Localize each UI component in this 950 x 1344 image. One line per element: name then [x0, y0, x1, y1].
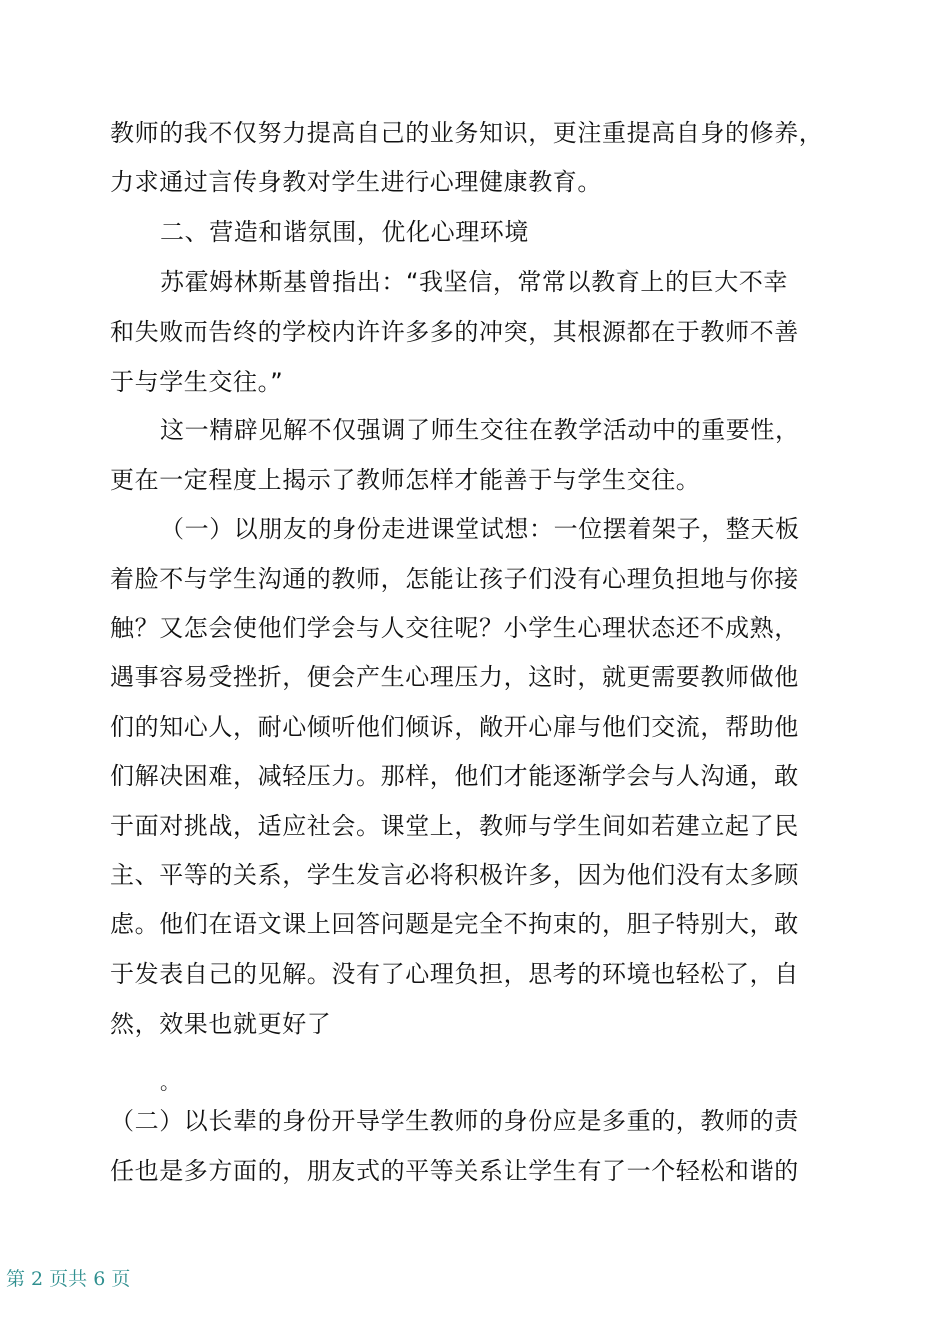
subsection-heading: （二）以长辈的身份开导学生教师的身份应是多重的，教师的责	[110, 1107, 799, 1135]
text-line: 苏霍姆林斯基曾指出：“我坚信，常常以教育上的巨大不幸	[160, 268, 789, 296]
text-line: 们的知心人，耐心倾听他们倾诉，敞开心扉与他们交流，帮助他	[110, 713, 799, 741]
text-line: 遇事容易受挫折，便会产生心理压力，这时，就更需要教师做他	[110, 663, 799, 691]
text-line: 于与学生交往。”	[110, 368, 284, 396]
text-line: 触？又怎会使他们学会与人交往呢？小学生心理状态还不成熟，	[110, 614, 799, 642]
text-line: 虑。他们在语文课上回答问题是完全不拘束的，胆子特别大，敢	[110, 910, 799, 938]
text-line: 于发表自己的见解。没有了心理负担，思考的环境也轻松了，自	[110, 960, 799, 988]
punctuation-line: 。	[160, 1070, 180, 1094]
page-number-footer: 第 2 页共 6 页	[6, 1268, 131, 1290]
text-line: 和失败而告终的学校内许许多多的冲突，其根源都在于教师不善	[110, 318, 799, 346]
text-line: 这一精辟见解不仅强调了师生交往在教学活动中的重要性，	[160, 416, 800, 444]
text-line: 任也是多方面的，朋友式的平等关系让学生有了一个轻松和谐的	[110, 1157, 799, 1185]
text-line: 们解决困难，减轻压力。那样，他们才能逐渐学会与人沟通，敢	[110, 762, 799, 790]
text-line: 于面对挑战，适应社会。课堂上，教师与学生间如若建立起了民	[110, 812, 799, 840]
text-line: 教师的我不仅努力提高自己的业务知识，更注重提高自身的修养，	[110, 119, 824, 147]
text-line: 更在一定程度上揭示了教师怎样才能善于与学生交往。	[110, 466, 701, 494]
section-heading: 二、营造和谐氛围，优化心理环境	[160, 218, 529, 246]
subsection-heading: （一）以朋友的身份走进课堂试想：一位摆着架子，整天板	[160, 515, 800, 543]
text-line: 力求通过言传身教对学生进行心理健康教育。	[110, 168, 602, 196]
text-line: 着脸不与学生沟通的教师，怎能让孩子们没有心理负担地与你接	[110, 565, 799, 593]
text-line: 主、平等的关系，学生发言必将积极许多，因为他们没有太多顾	[110, 861, 799, 889]
text-line: 然，效果也就更好了	[110, 1010, 332, 1038]
